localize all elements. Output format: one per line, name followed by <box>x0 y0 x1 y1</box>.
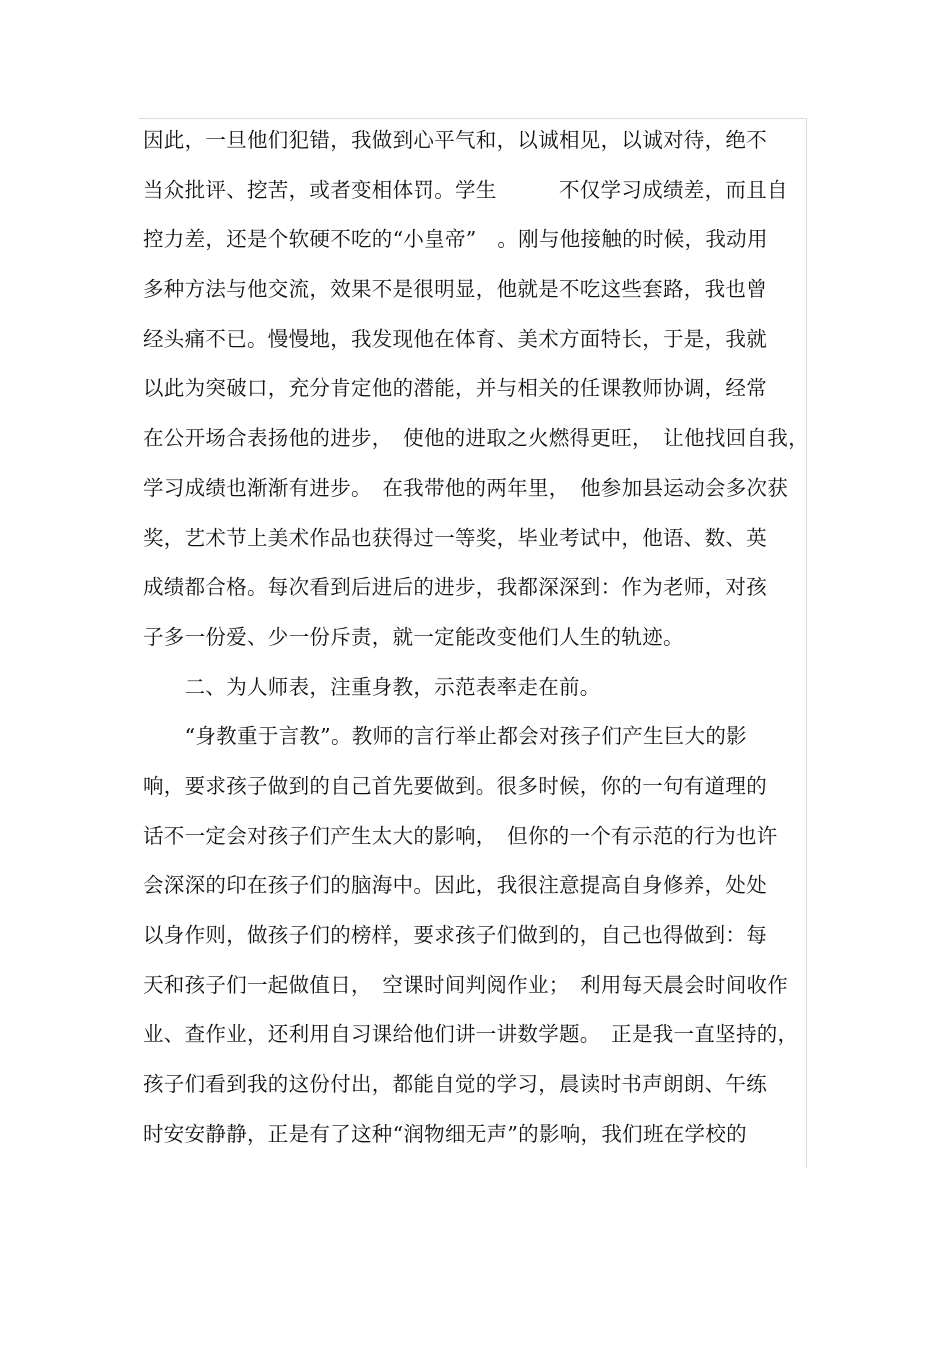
text-line: 奖，艺术节上美术作品也获得过一等奖，毕业考试中，他语、数、英 <box>143 525 767 550</box>
text-line: 业、查作业，还利用自习课给他们讲一讲数学题。 正是我一直坚持的， <box>143 1022 799 1047</box>
text-line: 响，要求孩子做到的自己首先要做到。很多时候，你的一句有道理的 <box>143 773 767 798</box>
text-line: 孩子们看到我的这份付出，都能自觉的学习，晨读时书声朗朗、午练 <box>143 1072 767 1097</box>
text-line: 以身作则，做孩子们的榜样，要求孩子们做到的，自己也得做到：每 <box>143 923 767 947</box>
text-line: 学习成绩也渐渐有进步。 在我带他的两年里， 他参加县运动会多次获 <box>143 475 789 500</box>
section-heading: 二、为人师表，注重身教，示范表率走在前。 <box>143 674 601 699</box>
text-line: 当众批评、挖苦，或者变相体罚。学生 不仅学习成绩差，而且自 <box>143 177 788 202</box>
text-line: “身教重于言教”。教师的言行举止都会对孩子们产生巨大的影 <box>143 724 747 749</box>
text-line: 因此，一旦他们犯错，我做到心平气和，以诚相见，以诚对待，绝不 <box>143 128 767 152</box>
text-line: 控力差，还是个软硬不吃的“小皇帝” 。刚与他接触的时候，我动用 <box>143 227 768 252</box>
text-line: 子多一份爱、少一份斥责，就一定能改变他们人生的轨迹。 <box>143 624 684 649</box>
text-line: 成绩都合格。每次看到后进后的进步，我都深深到：作为老师，对孩 <box>143 575 767 600</box>
text-line: 话不一定会对孩子们产生太大的影响， 但你的一个有示范的行为也许 <box>143 823 778 848</box>
text-line: 时安安静静，正是有了这种“润物细无声”的影响，我们班在学校的 <box>143 1121 747 1146</box>
text-line: 经头痛不已。慢慢地，我发现他在体育、美术方面特长，于是，我就 <box>143 326 767 351</box>
document-body <box>143 116 809 1159</box>
text-line: 会深深的印在孩子们的脑海中。因此，我很注意提高自身修养，处处 <box>143 873 767 898</box>
text-line: 在公开场合表扬他的进步， 使他的进取之火燃得更旺， 让他找回自我， <box>143 426 809 451</box>
text-line: 以此为突破口，充分肯定他的潜能，并与相关的任课教师协调，经常 <box>143 376 767 401</box>
text-line: 天和孩子们一起做值日， 空课时间判阅作业； 利用每天晨会时间收作 <box>143 972 789 997</box>
text-line: 多种方法与他交流，效果不是很明显，他就是不吃这些套路，我也曾 <box>143 277 767 302</box>
